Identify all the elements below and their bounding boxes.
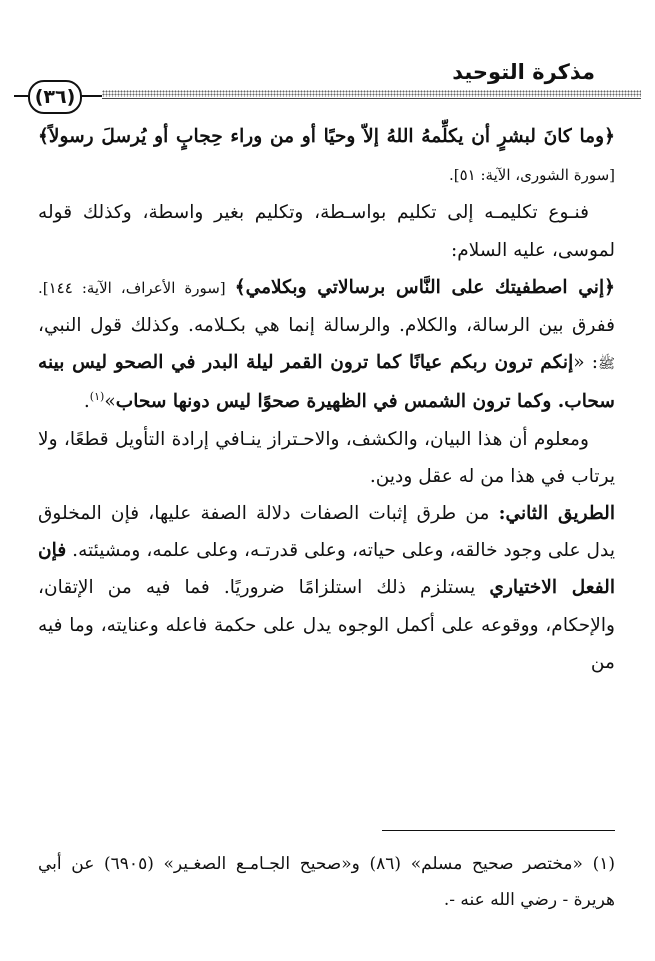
paragraph-clarity: ومعلوم أن هذا البيان، والكشف، والاحـتراز ينـافي إرادة التأويل قطعًا، ولا يرتاب في هذا من له عقل ودين. xyxy=(38,428,615,487)
body-text xyxy=(38,118,615,681)
book-title: مذكرة التوحيد xyxy=(452,60,595,84)
salutation-symbol: ﷺ xyxy=(598,356,615,373)
footnote-marker[interactable]: (١) xyxy=(89,390,105,404)
section-heading: الطريق الثاني: xyxy=(498,503,615,525)
paragraph-second-way xyxy=(38,495,615,681)
page-number-line-left xyxy=(14,95,28,97)
page-number: (٣٦) xyxy=(28,80,82,114)
quote-close: » xyxy=(104,391,116,413)
paragraph-quran-araf xyxy=(38,269,615,421)
paragraph-text: ففرق بين الرسالة، والكلام. والرسالة إنما هي بكـلامه. وكذلك قول النبي، xyxy=(38,315,615,337)
quran-verse: ﴿وما كانَ لبشرٍ أن يكلِّمهُ اللهُ إلاّ وحيًا أو من وراء حِجابٍ أو يُرسلَ رسولاً﴾ xyxy=(38,126,615,147)
quran-verse: ﴿إني اصطفيتك على النَّاس برسالاتي وبكلامي﴾ xyxy=(234,276,616,298)
page-header xyxy=(14,60,641,112)
hadith-text: إنكم ترون ربكم عيانًا كما ترون القمر ليلة البدر في الصحو ليس بينه سحاب. وكما ترون الشمس في الظهيرة صحوًا ليس دونها سحاب xyxy=(38,352,615,413)
quote-open: : « xyxy=(573,352,599,374)
footnote-separator xyxy=(382,830,615,831)
paragraph-quran-shura xyxy=(38,118,615,194)
paragraph-end: . xyxy=(83,391,90,413)
paragraph-text: من طرق إثبات الصفات دلالة الصفة عليها، فإن المخلوق يدل على وجود خالقه، وعلى حياته، وعلى قدرتـه، وعلى علمه، ومشيئته. xyxy=(38,503,615,562)
header-dotted-rule xyxy=(102,90,641,97)
page-number-line-right xyxy=(80,95,102,97)
footnote-1: (١) «مختصر صحيح مسلم» (٨٦) و«صحيح الجـامـع الصغـير» (٦٩٠٥) عن أبي هريرة - رضي الله عنه -. xyxy=(38,854,615,910)
header-rule xyxy=(102,98,641,99)
paragraph-types-of-speech: فنـوع تكليمـه إلى تكليم بواسـطة، وتكليم بغير واسطة، وكذلك قوله لموسى، عليه السلام: xyxy=(38,202,615,261)
verse-reference: [سورة الشورى، الآية: ٥١]. xyxy=(448,166,615,185)
verse-reference: [سورة الأعراف، الآية: ١٤٤]. xyxy=(38,278,235,297)
paragraph-text: يستلزم ذلك استلزامًا ضروريًا. فما فيه من الإتقان، والإحكام، ووقوعه على أكمل الوجوه يدل على حكمة فاعله وعنايته، وما فيه من xyxy=(38,577,615,673)
emphasis-text: فإن الفعل الاختياري xyxy=(38,540,615,599)
footnotes xyxy=(38,846,615,918)
